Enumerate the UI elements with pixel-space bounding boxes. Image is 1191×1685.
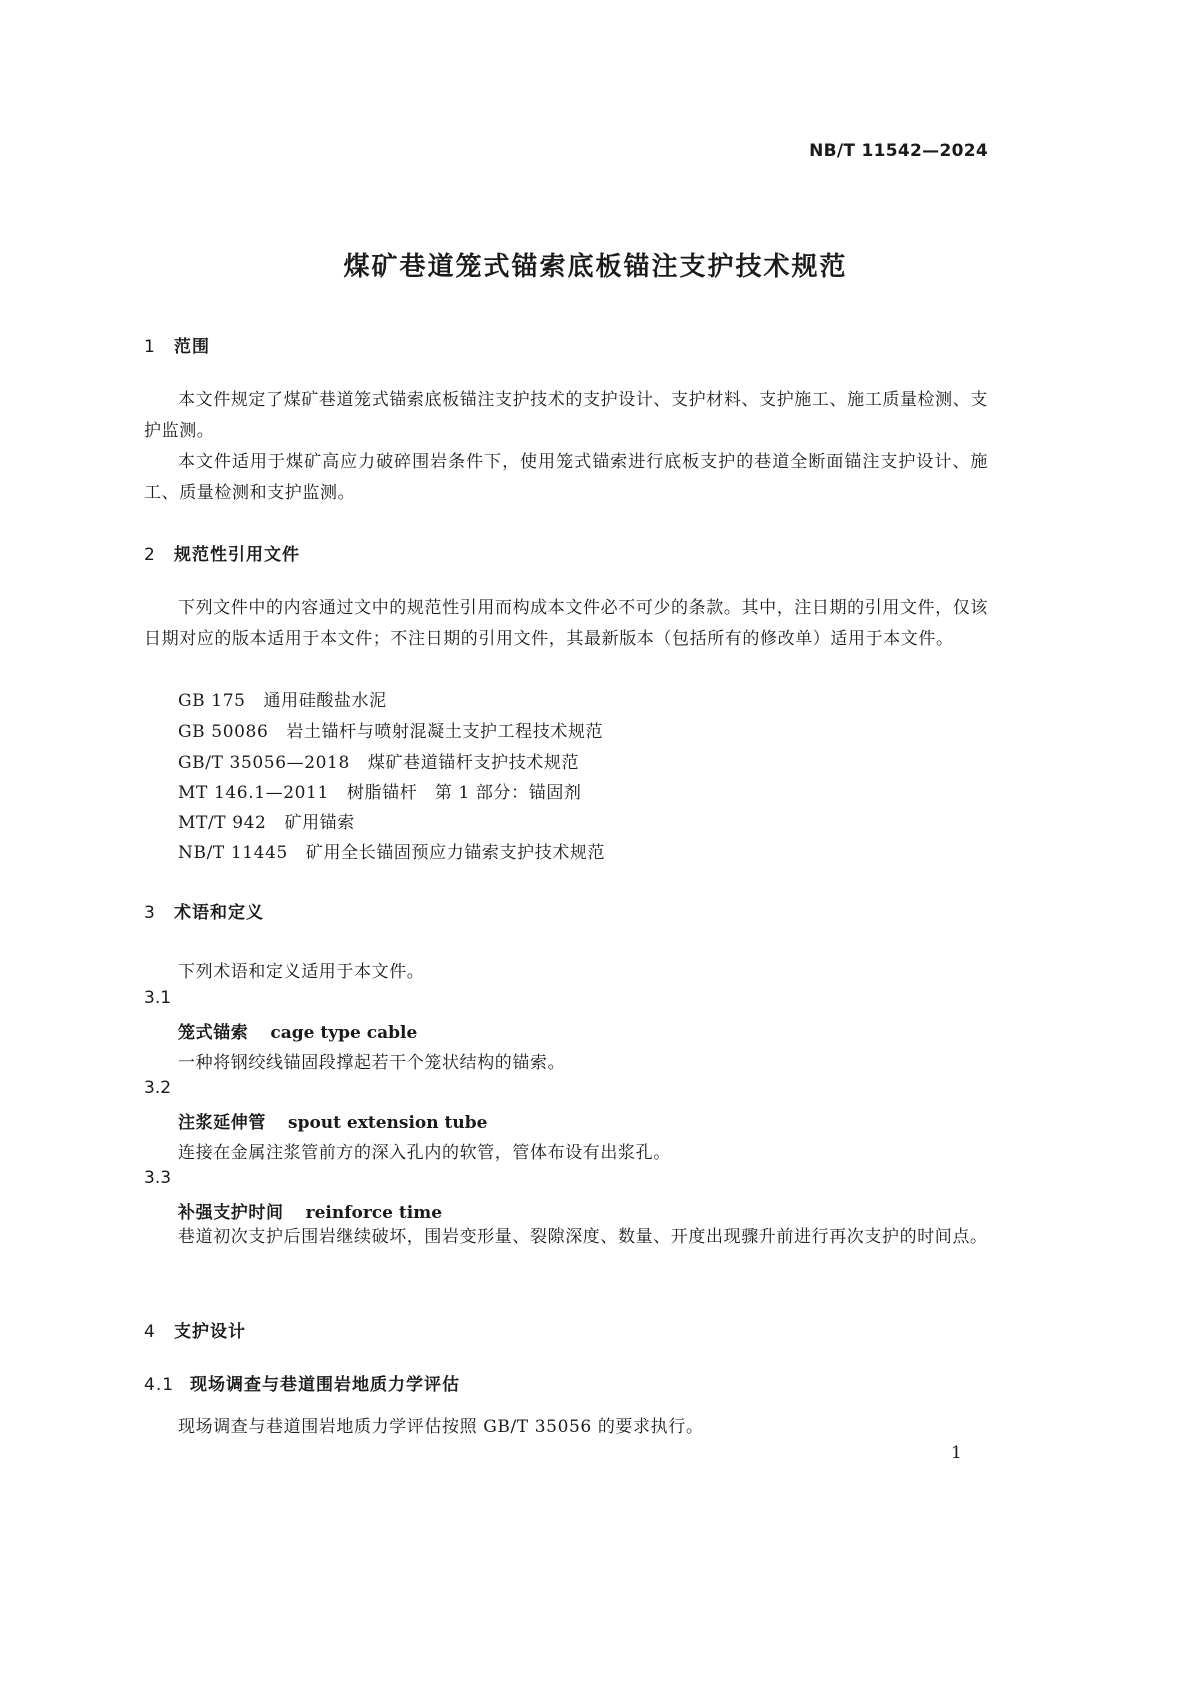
section-heading-3 bbox=[144, 898, 264, 923]
term-english: reinforce time bbox=[305, 1203, 443, 1223]
reference-item bbox=[178, 778, 582, 803]
term-number: 3.2 bbox=[144, 1078, 172, 1098]
reference-item bbox=[178, 748, 579, 773]
subsection-number: 4.1 bbox=[144, 1375, 175, 1395]
reference-title: 煤矿巷道锚杆支护技术规范 bbox=[367, 753, 580, 773]
terms-intro: 下列术语和定义适用于本文件。 bbox=[178, 962, 425, 982]
reference-item bbox=[178, 808, 355, 833]
section-title: 范围 bbox=[174, 337, 210, 357]
section-heading-1 bbox=[144, 332, 210, 357]
reference-title: 矿用锚索 bbox=[284, 813, 355, 833]
term-heading bbox=[178, 1108, 487, 1133]
term-definition: 巷道初次支护后围岩继续破坏，围岩变形量、裂隙深度、数量、开度出现骤升前进行再次支护的时间点。 bbox=[178, 1227, 988, 1247]
term-definition: 一种将钢绞线锚固段撑起若干个笼状结构的锚索。 bbox=[178, 1053, 566, 1073]
term-number: 3.1 bbox=[144, 988, 172, 1008]
reference-title: 通用硅酸盐水泥 bbox=[263, 691, 387, 711]
term-number: 3.3 bbox=[144, 1168, 172, 1188]
term-heading bbox=[178, 1198, 442, 1223]
section-title: 规范性引用文件 bbox=[174, 545, 300, 565]
reference-item bbox=[178, 717, 603, 742]
subsection-heading-4-1 bbox=[144, 1370, 460, 1395]
reference-item bbox=[178, 686, 387, 711]
section-heading-4 bbox=[144, 1317, 246, 1342]
term-definition: 连接在金属注浆管前方的深入孔内的软管，管体布设有出浆孔。 bbox=[178, 1143, 671, 1163]
reference-title: 岩土锚杆与喷射混凝土支护工程技术规范 bbox=[286, 722, 604, 742]
document-title: 煤矿巷道笼式锚索底板锚注支护技术规范 bbox=[343, 252, 848, 282]
term-chinese: 笼式锚索 bbox=[178, 1023, 249, 1043]
reference-item bbox=[178, 838, 605, 863]
term-chinese: 补强支护时间 bbox=[178, 1203, 284, 1223]
reference-code: MT 146.1—2011 bbox=[178, 783, 329, 803]
reference-title: 矿用全长锚固预应力锚索支护技术规范 bbox=[305, 843, 606, 863]
normative-references-intro: 下列文件中的内容通过文中的规范性引用而构成本文件必不可少的条款。其中，注日期的引用文件，仅该日期对应的版本适用于本文件；不注日期的引用文件，其最新版本（包括所有的修改单）适用于本文件。 bbox=[144, 598, 988, 649]
term-chinese: 注浆延伸管 bbox=[178, 1113, 266, 1133]
term-english: cage type cable bbox=[270, 1023, 418, 1043]
section-title: 支护设计 bbox=[174, 1322, 246, 1342]
term-heading bbox=[178, 1018, 417, 1043]
reference-code: NB/T 11445 bbox=[178, 843, 288, 863]
scope-paragraph-2: 本文件适用于煤矿高应力破碎围岩条件下，使用笼式锚索进行底板支护的巷道全断面锚注支护设计、施工、质量检测和支护监测。 bbox=[144, 452, 988, 503]
reference-code: GB 175 bbox=[178, 691, 246, 711]
standard-code: NB/T 11542—2024 bbox=[809, 141, 988, 161]
page-number: 1 bbox=[951, 1443, 962, 1463]
section-number: 4 bbox=[144, 1322, 156, 1342]
section-title: 术语和定义 bbox=[174, 903, 264, 923]
section-heading-2 bbox=[144, 540, 300, 565]
section-number: 2 bbox=[144, 545, 156, 565]
reference-code: GB/T 35056—2018 bbox=[178, 753, 350, 773]
subsection-paragraph: 现场调查与巷道围岩地质力学评估按照 GB/T 35056 的要求执行。 bbox=[178, 1417, 704, 1437]
subsection-title: 现场调查与巷道围岩地质力学评估 bbox=[190, 1375, 460, 1395]
reference-code: MT/T 942 bbox=[178, 813, 267, 833]
term-english: spout extension tube bbox=[288, 1113, 488, 1133]
reference-code: GB 50086 bbox=[178, 722, 269, 742]
section-number: 1 bbox=[144, 337, 156, 357]
section-number: 3 bbox=[144, 903, 156, 923]
scope-paragraph-1: 本文件规定了煤矿巷道笼式锚索底板锚注支护技术的支护设计、支护材料、支护施工、施工质量检测、支护监测。 bbox=[144, 390, 988, 441]
reference-title: 树脂锚杆 第 1 部分：锚固剂 bbox=[346, 783, 582, 803]
